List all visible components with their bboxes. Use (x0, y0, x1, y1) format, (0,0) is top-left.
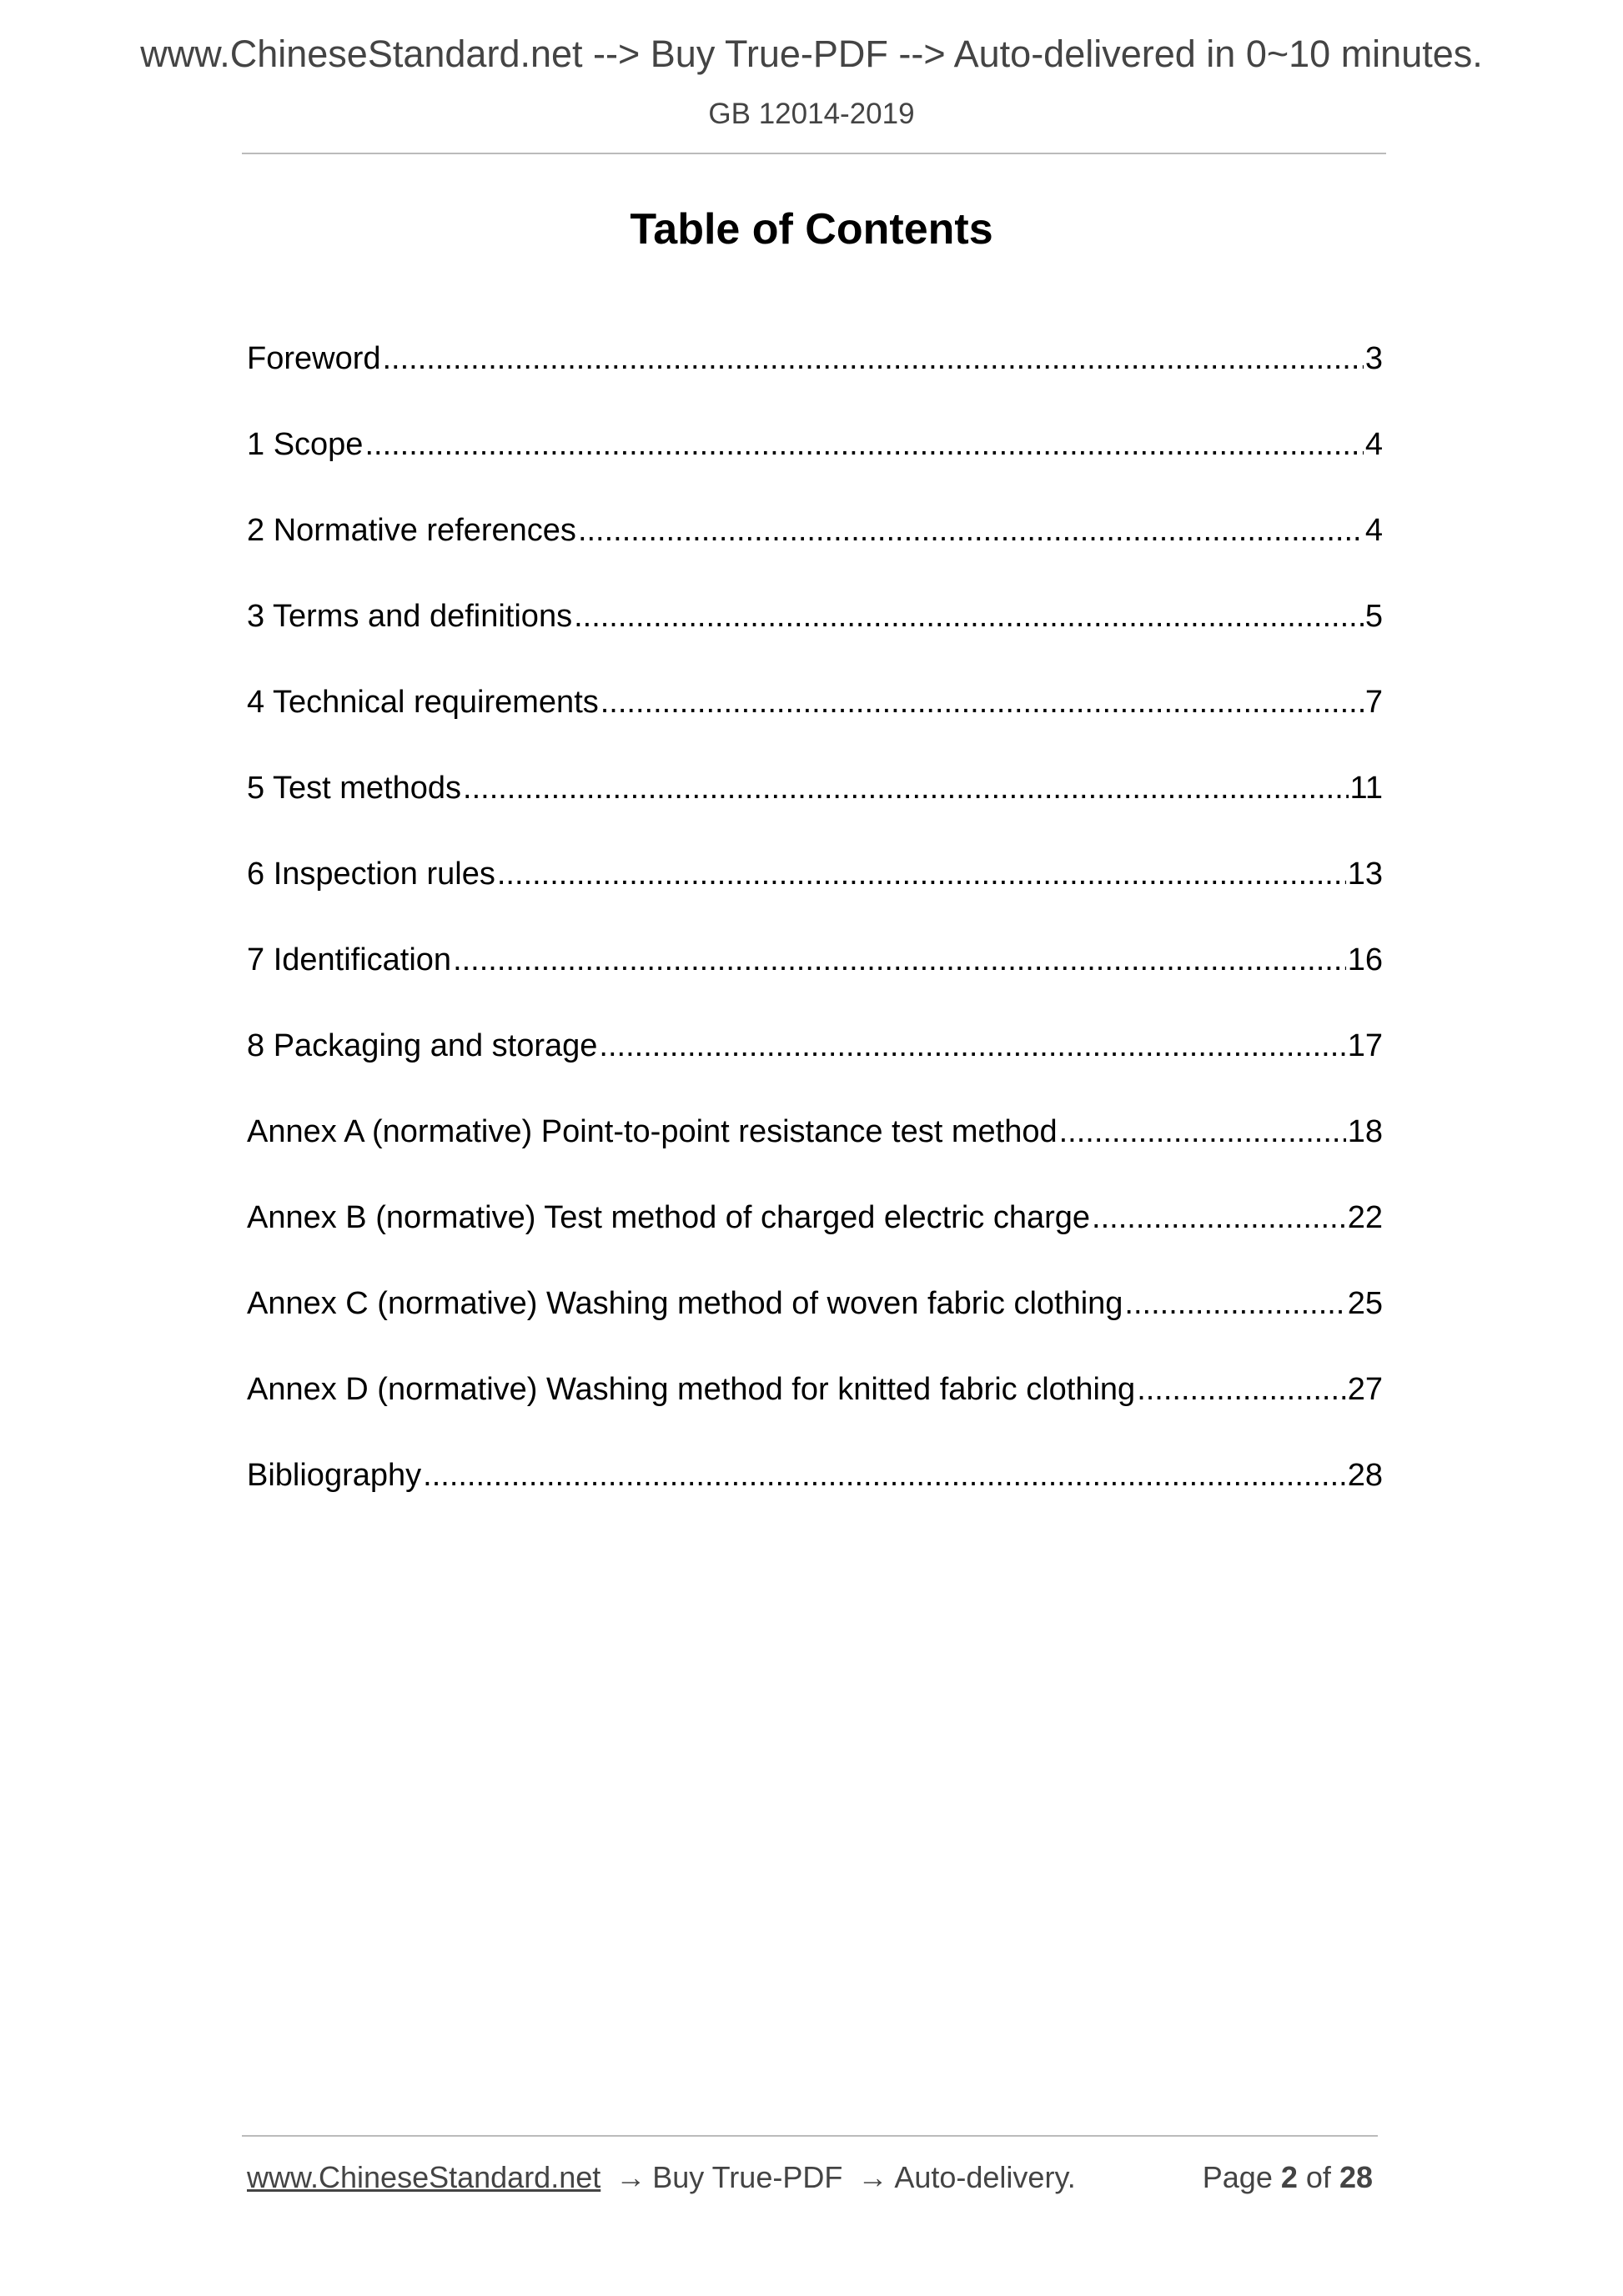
document-code: GB 12014-2019 (708, 98, 915, 130)
toc-dot-leader (453, 937, 1346, 983)
toc-entry-page: 28 (1347, 1458, 1383, 1493)
toc-entry-page: 4 (1364, 427, 1383, 462)
toc-entry-title: Annex B (normative) Test method of charged electric charge (247, 1200, 1091, 1235)
toc-dot-leader (574, 593, 1364, 640)
toc-entry-page: 5 (1364, 599, 1383, 634)
toc-dot-leader (1137, 1366, 1346, 1413)
page-number (1203, 2157, 1373, 2198)
toc-entry-page: 3 (1364, 341, 1383, 376)
toc-entry-title: 6 Inspection rules (247, 857, 495, 892)
footer-website-link[interactable]: www.ChineseStandard.net (247, 2160, 601, 2194)
toc-entry-terms-and-definitions[interactable] (247, 593, 1383, 679)
toc-dot-leader (463, 765, 1349, 811)
page-footer (247, 2157, 1378, 2198)
page-of-label: of (1305, 2160, 1331, 2194)
arrow-right-icon: → (616, 2160, 646, 2194)
toc-dot-leader (1124, 1280, 1345, 1327)
toc-entry-title: 4 Technical requirements (247, 685, 599, 720)
toc-entry-title: Annex D (normative) Washing method for knitted fabric clothing (247, 1372, 1136, 1407)
arrow-right-icon: → (857, 2160, 888, 2194)
toc-entry-identification[interactable] (247, 937, 1383, 1022)
toc-list (247, 335, 1383, 1538)
toc-dot-leader (497, 851, 1346, 897)
toc-entry-page: 11 (1349, 771, 1383, 806)
toc-entry-page: 16 (1347, 942, 1383, 977)
toc-entry-test-methods[interactable] (247, 765, 1383, 851)
toc-dot-leader (1059, 1108, 1346, 1155)
toc-entry-annex-a[interactable] (247, 1108, 1383, 1194)
toc-entry-packaging-and-storage[interactable] (247, 1022, 1383, 1108)
toc-dot-leader (599, 1022, 1345, 1069)
toc-entry-title: Bibliography (247, 1458, 422, 1493)
toc-entry-annex-c[interactable] (247, 1280, 1383, 1366)
toc-entry-title: 2 Normative references (247, 513, 576, 548)
toc-dot-leader (364, 421, 1363, 468)
footer-divider (242, 2135, 1378, 2137)
toc-entry-scope[interactable] (247, 421, 1383, 507)
toc-entry-page: 17 (1347, 1028, 1383, 1063)
footer-promo (247, 2157, 1076, 2198)
toc-entry-page: 7 (1364, 685, 1383, 720)
toc-entry-page: 18 (1347, 1114, 1383, 1149)
toc-dot-leader (578, 507, 1364, 554)
header-divider (242, 153, 1386, 154)
toc-entry-title: 1 Scope (247, 427, 364, 462)
toc-entry-title: Annex C (normative) Washing method of woven fabric clothing (247, 1286, 1123, 1321)
toc-entry-title: 5 Test methods (247, 771, 462, 806)
toc-entry-annex-d[interactable] (247, 1366, 1383, 1452)
toc-entry-foreword[interactable] (247, 335, 1383, 421)
top-banner: www.ChineseStandard.net --> Buy True-PDF --> Auto-delivered in 0~10 minutes. (140, 33, 1483, 75)
toc-entry-inspection-rules[interactable] (247, 851, 1383, 937)
toc-entry-page: 27 (1347, 1372, 1383, 1407)
toc-entry-page: 25 (1347, 1286, 1383, 1321)
toc-dot-leader (600, 679, 1364, 726)
toc-dot-leader (383, 335, 1364, 382)
toc-entry-normative-references[interactable] (247, 507, 1383, 593)
toc-entry-title: Foreword (247, 341, 381, 376)
toc-entry-title: 3 Terms and definitions (247, 599, 573, 634)
toc-entry-page: 13 (1347, 857, 1383, 892)
toc-entry-annex-b[interactable] (247, 1194, 1383, 1280)
page-total: 28 (1339, 2160, 1373, 2194)
toc-entry-page: 22 (1347, 1200, 1383, 1235)
toc-dot-leader (1092, 1194, 1346, 1241)
footer-delivery-text: Auto-delivery. (894, 2160, 1076, 2194)
toc-entry-technical-requirements[interactable] (247, 679, 1383, 765)
toc-title: Table of Contents (630, 205, 993, 254)
toc-entry-page: 4 (1364, 513, 1383, 548)
page-current: 2 (1280, 2160, 1298, 2194)
page-label: Page (1202, 2160, 1273, 2194)
toc-dot-leader (423, 1452, 1346, 1499)
toc-entry-title: 8 Packaging and storage (247, 1028, 598, 1063)
footer-buy-text: Buy True-PDF (652, 2160, 843, 2194)
toc-entry-title: Annex A (normative) Point-to-point resistance test method (247, 1114, 1058, 1149)
toc-entry-bibliography[interactable] (247, 1452, 1383, 1538)
toc-entry-title: 7 Identification (247, 942, 452, 977)
